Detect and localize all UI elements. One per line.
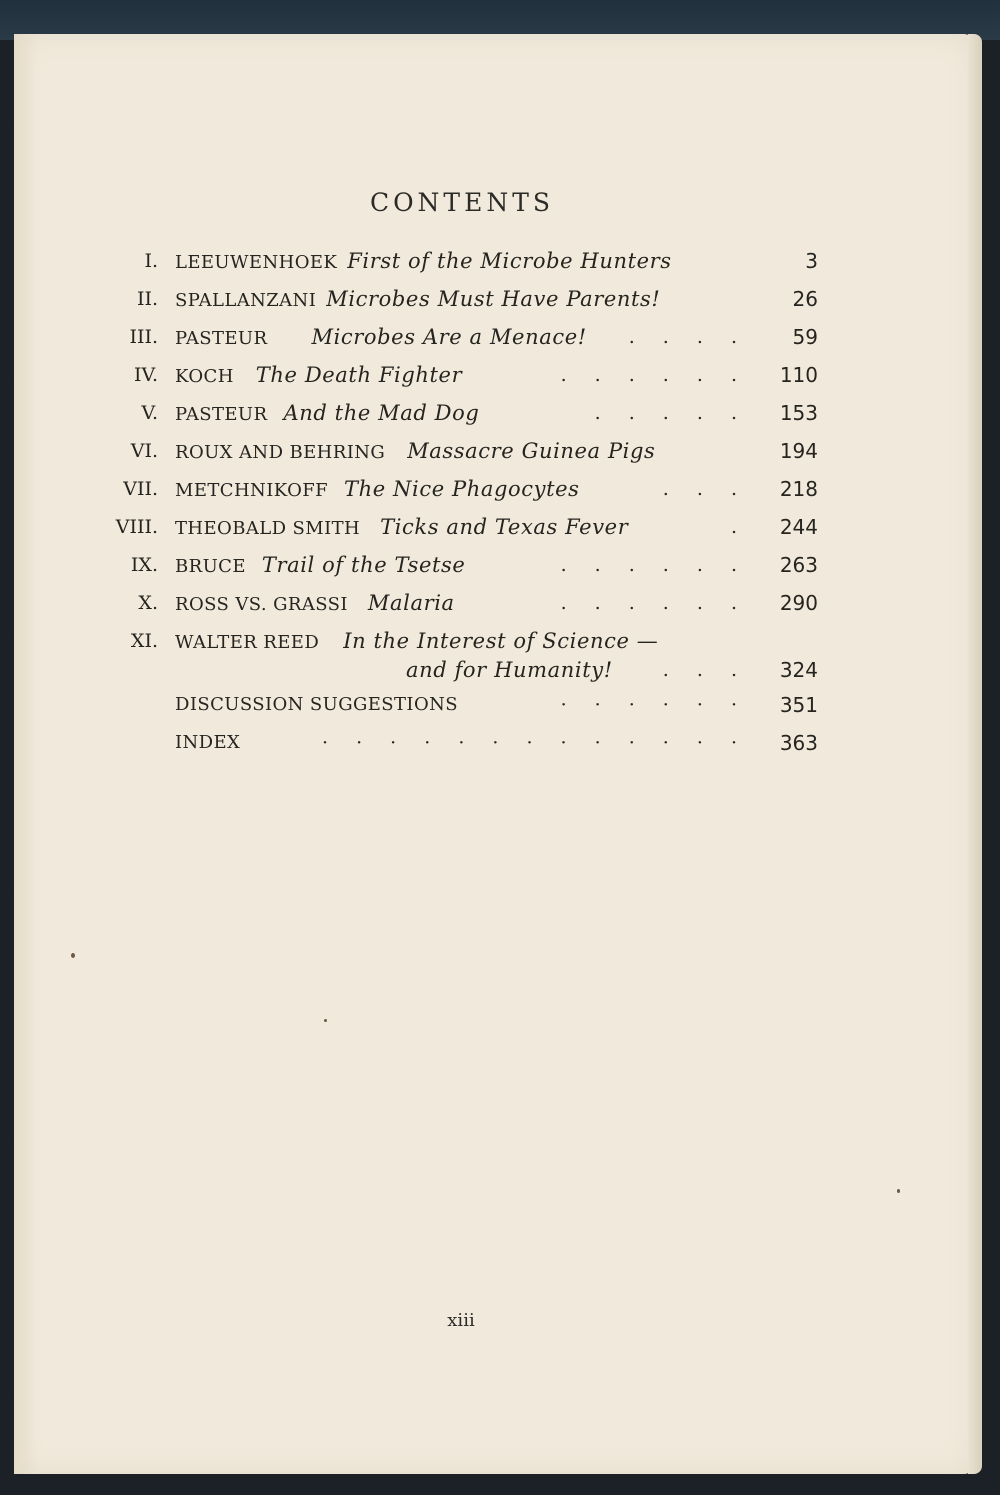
page-number: 110 xyxy=(779,363,818,387)
chapter-subtitle: Malaria xyxy=(367,591,455,615)
chapter-title xyxy=(175,436,655,468)
leader-dots: . xyxy=(730,516,748,538)
leader-dots: · · · · · · · · · · · · · xyxy=(322,732,748,754)
chapter-number: IX. xyxy=(130,554,158,576)
leader-dots: . . . . . . xyxy=(560,554,748,576)
chapter-name: THEOBALD SMITH xyxy=(175,518,361,539)
toc-entry xyxy=(0,360,1000,394)
chapter-name: DISCUSSION SUGGESTIONS xyxy=(175,694,458,715)
chapter-name: INDEX xyxy=(175,732,241,753)
leader-dots: . . . xyxy=(662,478,748,500)
toc-entry xyxy=(0,550,1000,584)
chapter-number: VI. xyxy=(130,440,158,462)
leader-dots: · · · · · · xyxy=(560,694,748,716)
paper-speck xyxy=(71,953,75,958)
chapter-subtitle: Microbes Are a Menace! xyxy=(311,325,587,349)
chapter-title xyxy=(175,360,462,392)
toc-entry xyxy=(0,322,1000,356)
page-number: 263 xyxy=(779,553,818,577)
page-number: 59 xyxy=(792,325,818,349)
page-number: 363 xyxy=(779,731,818,755)
chapter-title xyxy=(175,246,672,278)
chapter-title xyxy=(175,284,660,316)
chapter-name: METCHNIKOFF xyxy=(175,480,329,501)
page-number: 3 xyxy=(805,249,818,273)
toc-entry xyxy=(0,398,1000,432)
page-folio: xiii xyxy=(447,1310,475,1331)
chapter-number: V. xyxy=(141,402,158,424)
chapter-title xyxy=(175,728,240,758)
chapter-subtitle: Massacre Guinea Pigs xyxy=(407,439,656,463)
toc-entry xyxy=(0,284,1000,318)
chapter-name: PASTEUR xyxy=(175,328,268,349)
chapter-subtitle: The Nice Phagocytes xyxy=(344,477,580,501)
contents-heading: CONTENTS xyxy=(369,188,555,217)
toc-entry xyxy=(0,690,1000,724)
chapter-title xyxy=(175,550,465,582)
chapter-title xyxy=(175,512,628,544)
page-number: 218 xyxy=(779,477,818,501)
toc-entry xyxy=(0,512,1000,546)
chapter-name: LEEUWENHOEK xyxy=(175,252,338,273)
chapter-number: VII. xyxy=(123,478,158,500)
chapter-subtitle: And the Mad Dog xyxy=(283,401,480,425)
leader-dots: . . . . . xyxy=(594,402,748,424)
page-number: 324 xyxy=(779,658,818,682)
page-number: 194 xyxy=(779,439,818,463)
chapter-name: PASTEUR xyxy=(175,404,268,425)
toc-entry xyxy=(0,436,1000,470)
chapter-number: III. xyxy=(129,326,158,348)
page-number: 153 xyxy=(779,401,818,425)
page-number: 290 xyxy=(779,591,818,615)
chapter-subtitle: The Death Fighter xyxy=(255,363,463,387)
chapter-name: BRUCE xyxy=(175,556,246,577)
leader-dots: . . . . . . xyxy=(560,364,748,386)
chapter-title xyxy=(175,474,580,506)
chapter-title xyxy=(175,398,479,430)
chapter-name: WALTER REED xyxy=(175,632,320,653)
chapter-subtitle: First of the Microbe Hunters xyxy=(347,249,672,273)
chapter-number: II. xyxy=(136,288,158,310)
page-number: 351 xyxy=(779,693,818,717)
page-number: 244 xyxy=(779,515,818,539)
toc-entry xyxy=(0,474,1000,508)
leader-dots: . . . xyxy=(662,659,748,681)
chapter-title xyxy=(175,690,458,720)
chapter-number: VIII. xyxy=(115,516,158,538)
chapter-subtitle: Microbes Must Have Parents! xyxy=(326,287,661,311)
chapter-name: ROSS VS. GRASSI xyxy=(175,594,348,615)
toc-entry xyxy=(0,246,1000,280)
chapter-number: I. xyxy=(144,250,158,272)
chapter-number: XI. xyxy=(130,630,158,652)
chapter-number: X. xyxy=(138,592,158,614)
chapter-name: ROUX AND BEHRING xyxy=(175,442,386,463)
chapter-subtitle: In the Interest of Science — xyxy=(343,629,659,653)
chapter-number: IV. xyxy=(134,364,158,386)
toc-entry-continuation xyxy=(0,655,1000,689)
chapter-subtitle: Trail of the Tsetse xyxy=(261,553,466,577)
leader-dots: . . . . xyxy=(628,326,748,348)
toc-entry xyxy=(0,588,1000,622)
chapter-subtitle-continuation: and for Humanity! xyxy=(406,658,613,682)
chapter-title xyxy=(175,588,455,620)
chapter-title xyxy=(175,322,587,354)
toc-entry xyxy=(0,728,1000,762)
chapter-name: KOCH xyxy=(175,366,234,387)
chapter-name: SPALLANZANI xyxy=(175,290,317,311)
page-number: 26 xyxy=(792,287,818,311)
chapter-title xyxy=(175,626,658,658)
paper-speck xyxy=(897,1189,900,1193)
leader-dots: . . . . . . xyxy=(560,592,748,614)
chapter-subtitle: Ticks and Texas Fever xyxy=(380,515,629,539)
paper-speck xyxy=(324,1019,327,1022)
